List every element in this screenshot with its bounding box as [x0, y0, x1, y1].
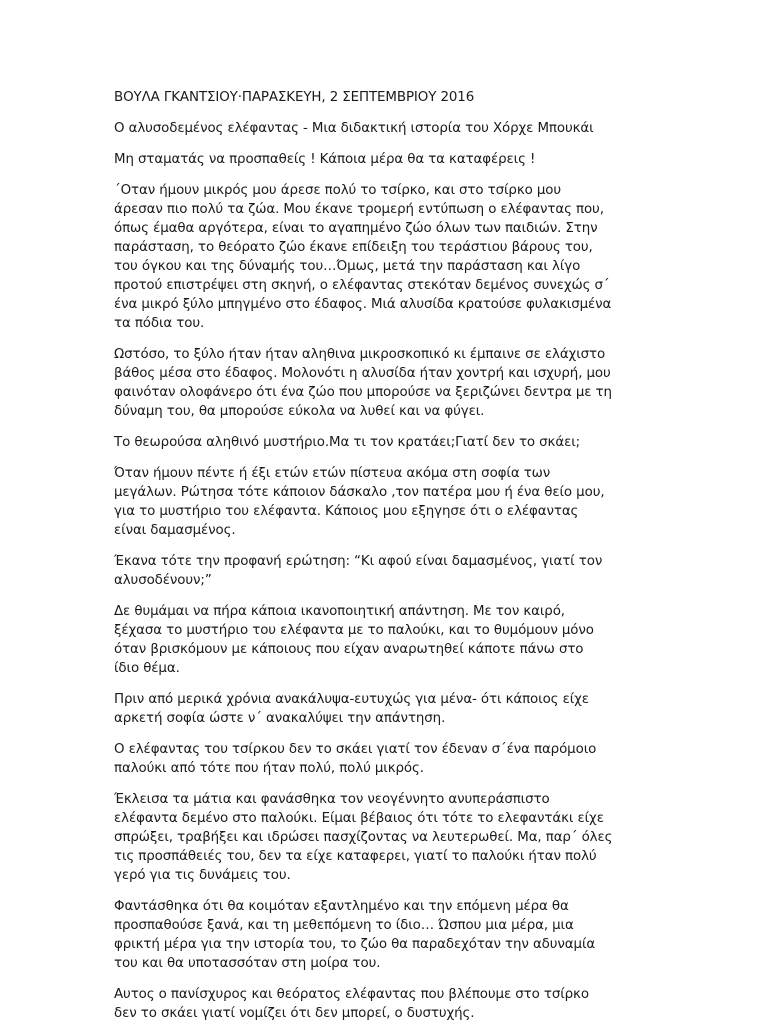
paragraph-line: γερό για τις δυνάμεις του. — [114, 868, 291, 883]
paragraph-line: παράσταση, το θεόρατο ζώο έκανε επίδειξη του τεράστιου βάρους του, — [114, 240, 593, 255]
document-page — [114, 88, 659, 1035]
paragraph-line: αλυσοδένουν;” — [114, 573, 212, 588]
paragraph-line: Έκλεισα τα μάτια και φανάσθηκα τον νεογέννητο ανυπεράσπιστο — [114, 792, 550, 807]
paragraph-line: τις προσπάθειές του, δεν τα είχε καταφερει, γιατί το παλούκι ήταν πολύ — [114, 849, 597, 864]
body-paragraph — [114, 345, 659, 421]
paragraph-line: Αυτος ο πανίσχυρος και θεόρατος ελέφαντας που βλέπουμε στο τσίρκο — [114, 987, 589, 1002]
paragraph-line: ένα μικρό ξύλο μπηγμένο στο έδαφος. Μιά αλυσίδα κρατούσε φυλακισμένα — [114, 297, 612, 312]
body-paragraph — [114, 602, 659, 678]
paragraph-line: είναι δαμασμένος. — [114, 523, 236, 538]
paragraph-line: αρκετή σοφία ώστε ν΄ ανακαλύψει την απάντηση. — [114, 711, 446, 726]
paragraph-line: του και θα υποτασσόταν στη μοίρα του. — [114, 956, 381, 971]
paragraph-line: ίδιο θέμα. — [114, 661, 180, 676]
body-paragraph — [114, 740, 659, 778]
body-paragraph — [114, 897, 659, 973]
paragraph-line: όπως έμαθα αργότερα, είναι το αγαπημένο ζώο όλων των παιδιών. Στην — [114, 221, 598, 236]
paragraph-line: Ο ελέφαντας του τσίρκου δεν το σκάει γιατί τον έδεναν σ΄ένα παρόμοιο — [114, 742, 597, 757]
paragraph-line: προσπαθούσε ξανά, και τη μεθεπόμενη το ίδιο… Ώσπου μια μέρα, μια — [114, 918, 574, 933]
paragraph-line: φρικτή μέρα για την ιστορία του, το ζώο θα παραδεχόταν την αδυναμία — [114, 937, 596, 952]
body-paragraph — [114, 690, 659, 728]
paragraph-line: του όγκου και της δύναμής του…Όμως, μετά την παράσταση και λίγο — [114, 259, 581, 274]
body-paragraph — [114, 181, 659, 333]
body-paragraph — [114, 790, 659, 885]
paragraph-line: ξέχασα το μυστήριο του ελέφαντα με το παλούκι, και το θυμόμουν μόνο — [114, 623, 594, 638]
body-paragraph — [114, 552, 659, 590]
paragraph-line: παλούκι από τότε που ήταν πολύ, πολύ μικρός. — [114, 761, 424, 776]
document-body — [114, 181, 659, 1023]
paragraph-line: μεγάλων. Ρώτησα τότε κάποιον δάσκαλο ,τον πατέρα μου ή ένα θείο μου, — [114, 485, 605, 500]
paragraph-line: δύναμη του, θα μπορούσε εύκολα να λυθεί και να φύγει. — [114, 404, 485, 419]
paragraph-line: σπρώξει, τραβήξει και ιδρώσει πασχίζοντας να λευτερωθεί. Μα, παρ΄ όλες — [114, 830, 613, 845]
paragraph-line: τα πόδια του. — [114, 316, 205, 331]
paragraph-line: βάθος μέσα στο έδαφος. Μολονότι η αλυσίδα ήταν χοντρή και ισχυρή, μου — [114, 366, 611, 381]
paragraph-line: για το μυστήριο του ελέφαντα. Κάποιος μου εξηγησε ότι ο ελέφαντας — [114, 504, 579, 519]
paragraph-line: δεν το σκάει γιατί νομίζει ότι δεν μπορεί, ο δυστυχής. — [114, 1006, 475, 1021]
document-title: Ο αλυσοδεμένος ελέφαντας - Μια διδακτική ιστορία του Χόρχε Μπουκάι — [114, 121, 594, 136]
paragraph-line: προτού επιστρέψει στη σκηνή, ο ελέφαντας στεκόταν δεμένος συνεχώς σ΄ — [114, 278, 610, 293]
body-paragraph — [114, 433, 659, 452]
paragraph-line: Πριν από μερικά χρόνια ανακάλυψα-ευτυχώς για μένα- ότι κάποιος είχε — [114, 692, 589, 707]
paragraph-line: όταν βρισκόμουν με κάποιους που είχαν αναρωτηθεί κάποτε πάνω στο — [114, 642, 584, 657]
paragraph-line: Φαντάσθηκα ότι θα κοιμόταν εξαντλημένο και την επόμενη μέρα θα — [114, 899, 569, 914]
paragraph-line: Ωστόσο, το ξύλο ήταν ήταν αληθινα μικροσκοπικό κι έμπαινε σε ελάχιστο — [114, 347, 606, 362]
paragraph-line: Δε θυμάμαι να πήρα κάποια ικανοποιητική απάντηση. Με τον καιρό, — [114, 604, 565, 619]
paragraph-line: ελέφαντα δεμένο στο παλούκι. Είμαι βέβαιος ότι τότε το ελεφαντάκι είχε — [114, 811, 604, 826]
paragraph-line: άρεσαν πιο πολύ τα ζώα. Μου έκανε τρομερή εντύπωση ο ελέφαντας που, — [114, 202, 604, 217]
document-header: ΒΟΥΛΑ ΓΚΑΝΤΣΙΟΥ·ΠΑΡΑΣΚΕΥΗ, 2 ΣΕΠΤΕΜΒΡΙΟΥ 2016 — [114, 90, 475, 105]
paragraph-line: ΄Οταν ήμουν μικρός μου άρεσε πολύ το τσίρκο, και στο τσίρκο μου — [114, 183, 562, 198]
paragraph-line: φαινόταν ολοφάνερο ότι ένα ζώο που μπορούσε να ξεριζώνει δεντρα με τη — [114, 385, 612, 400]
paragraph-line: Το θεωρούσα αληθινό μυστήριο.Μα τι τον κρατάει;Γιατί δεν το σκάει; — [114, 435, 581, 450]
body-paragraph — [114, 985, 659, 1023]
paragraph-line: Όταν ήμουν πέντε ή έξι ετών ετών πίστευα ακόμα στη σοφία των — [114, 466, 551, 481]
body-paragraph — [114, 464, 659, 540]
document-motto: Μη σταματάς να προσπαθείς ! Κάποια μέρα θα τα καταφέρεις ! — [114, 152, 536, 167]
paragraph-line: Έκανα τότε την προφανή ερώτηση: “Κι αφού είναι δαμασμένος, γιατί τον — [114, 554, 603, 569]
